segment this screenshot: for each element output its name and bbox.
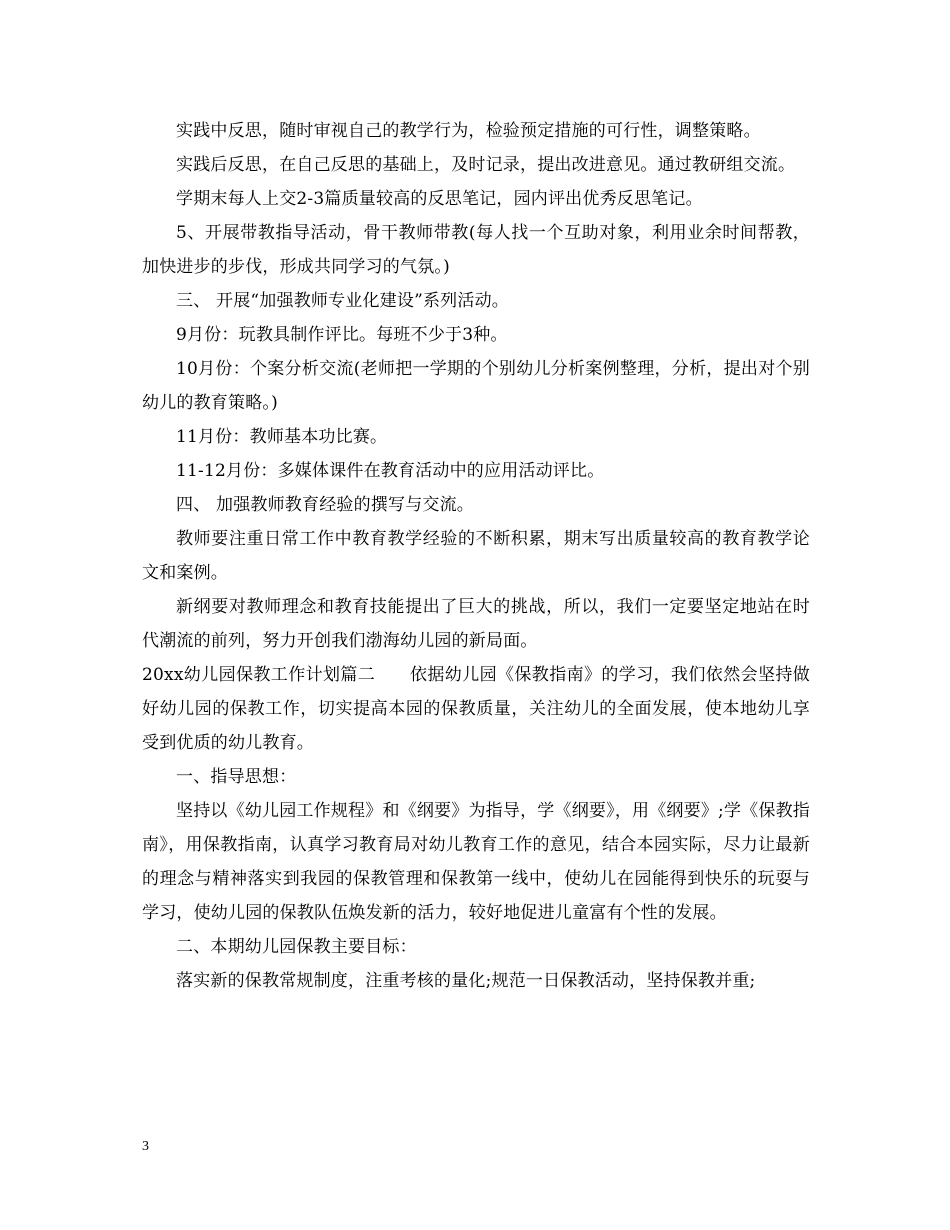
paragraph: 9月份：玩教具制作评比。每班不少于3种。: [176, 325, 508, 345]
paragraph: 10月份：个案分析交流(老师把一学期的个别幼儿分析案例整理，分析，提出对个别幼儿的教育策略。): [142, 359, 810, 413]
article-title-paragraph: 20xx幼儿园保教工作计划篇二 依据幼儿园《保教指南》的学习，我们依然会坚持做好幼儿园的保教工作，切实提高本园的保教质量，关注幼儿的全面发展，使本地幼儿享受到优质的幼儿教育。: [142, 665, 810, 753]
paragraph: 11月份：教师基本功比赛。: [176, 427, 388, 447]
paragraph: 11-12月份：多媒体课件在教育活动中的应用活动评比。: [176, 461, 605, 481]
paragraph: 坚持以《幼儿园工作规程》和《纲要》为指导，学《纲要》，用《纲要》;学《保教指南》，用保教指南，认真学习教育局对幼儿教育工作的意见，结合本园实际，尽力让最新的理念与精神落实到我园的保教管理和保教第一线中，使幼儿在园能得到快乐的玩耍与学习，使幼儿园的保教队伍焕发新的活力，较好地促进儿童富有个性的发展。: [142, 801, 810, 923]
paragraph: 学期末每人上交2-3篇质量较高的反思笔记，园内评出优秀反思笔记。: [176, 189, 703, 209]
section-heading: 三、 开展“加强教师专业化建设”系列活动。: [176, 291, 509, 311]
paragraph: 落实新的保教常规制度，注重考核的量化;规范一日保教活动，坚持保教并重;: [176, 971, 756, 991]
paragraph: 实践后反思，在自己反思的基础上，及时记录，提出改进意见。通过教研组交流。: [176, 155, 796, 175]
document-body: [142, 114, 810, 998]
paragraph: 实践中反思，随时审视自己的教学行为，检验预定措施的可行性，调整策略。: [176, 121, 761, 141]
paragraph: 5、开展带教指导活动，骨干教师带教(每人找一个互助对象，利用业余时间帮教，加快进步的步伐，形成共同学习的气氛。): [142, 223, 810, 277]
page-number: 3: [142, 1139, 149, 1154]
section-heading: 一、指导思想：: [176, 767, 297, 787]
section-heading: 二、本期幼儿园保教主要目标：: [176, 937, 417, 957]
paragraph: 新纲要对教师理念和教育技能提出了巨大的挑战，所以，我们一定要坚定地站在时代潮流的前列，努力开创我们渤海幼儿园的新局面。: [142, 597, 810, 651]
paragraph: 教师要注重日常工作中教育教学经验的不断积累，期末写出质量较高的教育教学论文和案例。: [142, 529, 810, 583]
section-heading: 四、 加强教师教育经验的撰写与交流。: [176, 495, 475, 515]
